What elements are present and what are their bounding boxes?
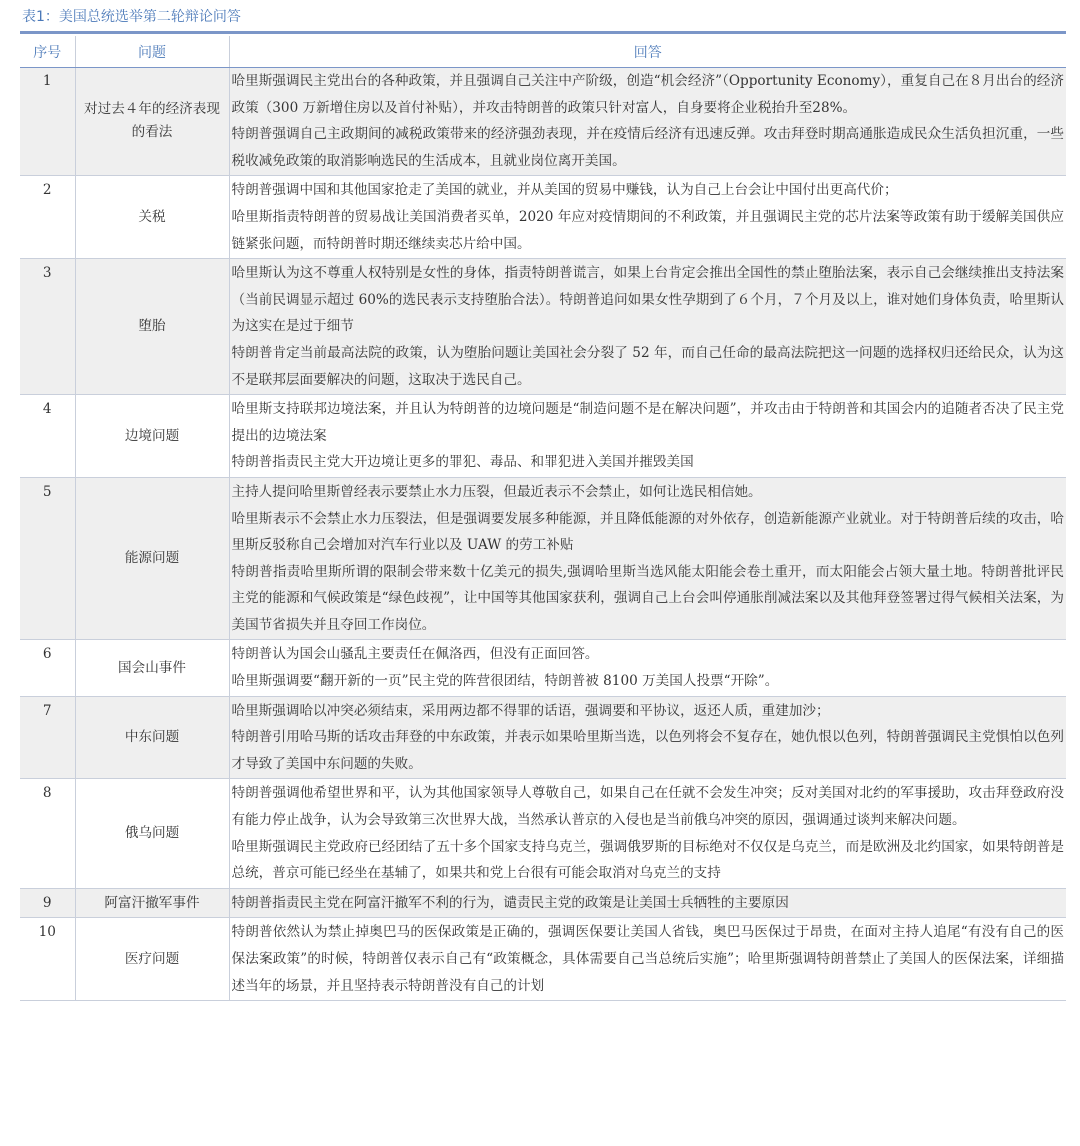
- table-row: [20, 779, 1066, 888]
- row-number: 10: [20, 918, 75, 1001]
- table-row: [20, 395, 1066, 478]
- table-row: [20, 918, 1066, 1001]
- row-answer: [229, 67, 1066, 176]
- table-row: [20, 259, 1066, 395]
- row-answer: [229, 477, 1066, 640]
- answer-paragraph: 特朗普依然认为禁止掉奥巴马的医保政策是正确的，强调医保要让美国人省钱，奥巴马医保过于昂贵，在面对主持人追尾“有没有自己的医保法案政策”的时候，特朗普仅表示自己有“政策概念，具体需要自己当总统后实施”；哈里斯强调特朗普禁止了美国人的医保法案，详细描述当年的场景，并且坚持表示特朗普没有自己的计划: [231, 924, 1064, 994]
- table-caption: 表1：美国总统选举第二轮辩论问答: [22, 9, 241, 25]
- answer-paragraph: 主持人提问哈里斯曾经表示要禁止水力压裂，但最近表示不会禁止，如何让选民相信她。: [231, 483, 762, 500]
- row-answer: [229, 395, 1066, 478]
- row-number: 9: [20, 888, 75, 918]
- row-question: 医疗问题: [75, 918, 229, 1001]
- table-header-row: [20, 36, 1066, 67]
- row-answer: [229, 779, 1066, 888]
- answer-paragraph: 哈里斯强调要“翻开新的一页”民主党的阵营很团结，特朗普被 8100 万美国人投票“开除”。: [231, 673, 779, 690]
- answer-paragraph: 特朗普强调中国和其他国家抢走了美国的就业，并从美国的贸易中赚钱，认为自己上台会让中国付出更高代价；: [231, 182, 898, 199]
- row-question: 关税: [75, 176, 229, 259]
- table-row: [20, 67, 1066, 176]
- header-answer: 回答: [633, 44, 662, 61]
- table-row: [20, 696, 1066, 779]
- table-header-rule: [20, 67, 1066, 68]
- answer-paragraph: 特朗普指责民主党大开边境让更多的罪犯、毒品、和罪犯进入美国并摧毁美国: [231, 454, 694, 471]
- answer-paragraph: 哈里斯强调民主党政府已经团结了五十多个国家支持乌克兰，强调俄罗斯的目标绝对不仅仅是乌克兰，而是欧洲及北约国家，如果特朗普是总统，普京可能已经坐在基辅了，如果共和党上台很有可能会取消对乌克兰的支持: [231, 838, 1064, 882]
- header-num: 序号: [20, 36, 75, 67]
- table-row: [20, 640, 1066, 696]
- row-question: 中东问题: [75, 696, 229, 779]
- row-number: 1: [20, 67, 75, 176]
- row-question: 边境问题: [75, 395, 229, 478]
- row-question: 阿富汗撤军事件: [75, 888, 229, 918]
- table-body: [20, 67, 1066, 1001]
- row-answer: [229, 696, 1066, 779]
- table-row: [20, 888, 1066, 918]
- row-question: 国会山事件: [75, 640, 229, 696]
- row-number: 3: [20, 259, 75, 395]
- row-number: 2: [20, 176, 75, 259]
- answer-paragraph: 特朗普指责哈里斯所谓的限制会带来数十亿美元的损失,强调哈里斯当选风能太阳能会卷土重开，而太阳能会占领大量土地。特朗普批评民主党的能源和气候政策是“绿色歧视”，让中国等其他国家获利，强调自己上台会叫停通胀削减法案以及其他拜登签署过得气候相关法案，为美国节省损失并且夺回工作岗位。: [231, 563, 1064, 633]
- row-number: 4: [20, 395, 75, 478]
- answer-paragraph: 特朗普指责民主党在阿富汗撤军不利的行为，谴责民主党的政策是让美国士兵牺牲的主要原因: [231, 894, 789, 911]
- answer-paragraph: 特朗普认为国会山骚乱主要责任在佩洛西，但没有正面回答。: [231, 646, 599, 663]
- answer-paragraph: 特朗普强调自己主政期间的减税政策带来的经济强劲表现，并在疫情后经济有迅速反弹。攻击拜登时期高通胀造成民众生活负担沉重，一些税收减免政策的取消影响选民的生活成本，且就业岗位离开美国。: [231, 126, 1064, 169]
- answer-paragraph: 哈里斯强调哈以冲突必须结束，采用两边都不得罪的话语，强调要和平协议，返还人质，重建加沙；: [231, 702, 830, 719]
- row-number: 7: [20, 696, 75, 779]
- row-question: 能源问题: [75, 477, 229, 640]
- table-row: [20, 176, 1066, 259]
- row-number: 5: [20, 477, 75, 640]
- answer-paragraph: 哈里斯认为这不尊重人权特别是女性的身体，指责特朗普谎言，如果上台肯定会推出全国性的禁止堕胎法案，表示自己会继续推出支持法案（当前民调显示超过 60%的选民表示支持堕胎合法）。特朗普追问如果女性孕期到了６个月，７个月及以上，谁对她们身体负责，哈里斯认为这实在是过于细节: [231, 265, 1064, 335]
- header-question: 问题: [75, 36, 229, 67]
- row-answer: [229, 259, 1066, 395]
- answer-paragraph: 特朗普肯定当前最高法院的政策，认为堕胎问题让美国社会分裂了 52 年，而自己任命的最高法院把这一问题的选择权归还给民众，认为这不是联邦层面要解决的问题，这取决于选民自己。: [231, 344, 1064, 388]
- answer-paragraph: 哈里斯支持联邦边境法案，并且认为特朗普的边境问题是“制造问题不是在解决问题”，并攻击由于特朗普和其国会内的追随者否决了民主党提出的边境法案: [231, 401, 1064, 444]
- row-answer: [229, 888, 1066, 918]
- answer-paragraph: 特朗普引用哈马斯的话攻击拜登的中东政策，并表示如果哈里斯当选，以色列将会不复存在，她仇恨以色列，特朗普强调民主党惧怕以色列才导致了美国中东问题的失败。: [231, 729, 1064, 772]
- debate-qa-table: [20, 36, 1066, 1001]
- answer-paragraph: 哈里斯强调民主党出台的各种政策，并且强调自己关注中产阶级，创造“机会经济”（Opportunity Economy），重复自己在８月出台的经济政策（300 万新增住房以及首付补贴），并攻击特朗普的政策只针对富人，自身要将企业税抬升至28%。: [231, 73, 1064, 116]
- table-row: [20, 477, 1066, 640]
- answer-paragraph: 哈里斯表示不会禁止水力压裂法，但是强调要发展多种能源，并且降低能源的对外依存，创造新能源产业就业。对于特朗普后续的攻击，哈里斯反驳称自己会增加对汽车行业以及 UAW 的劳工补贴: [231, 510, 1064, 554]
- row-answer: [229, 640, 1066, 696]
- row-question: 俄乌问题: [75, 779, 229, 888]
- row-question: 对过去４年的经济表现的看法: [75, 67, 229, 176]
- table-top-rule: [20, 31, 1066, 34]
- row-answer: [229, 918, 1066, 1001]
- row-question: 堕胎: [75, 259, 229, 395]
- row-answer: [229, 176, 1066, 259]
- answer-paragraph: 特朗普强调他希望世界和平，认为其他国家领导人尊敬自己，如果自己在任就不会发生冲突；反对美国对北约的军事援助，攻击拜登政府没有能力停止战争，认为会导致第三次世界大战，当然承认普京的入侵也是当前俄乌冲突的原因，强调通过谈判来解决问题。: [231, 785, 1064, 829]
- row-number: 6: [20, 640, 75, 696]
- answer-paragraph: 哈里斯指责特朗普的贸易战让美国消费者买单，2020 年应对疫情期间的不利政策，并且强调民主党的芯片法案等政策有助于缓解美国供应链紧张问题，而特朗普时期还继续卖芯片给中国。: [231, 208, 1064, 252]
- row-number: 8: [20, 779, 75, 888]
